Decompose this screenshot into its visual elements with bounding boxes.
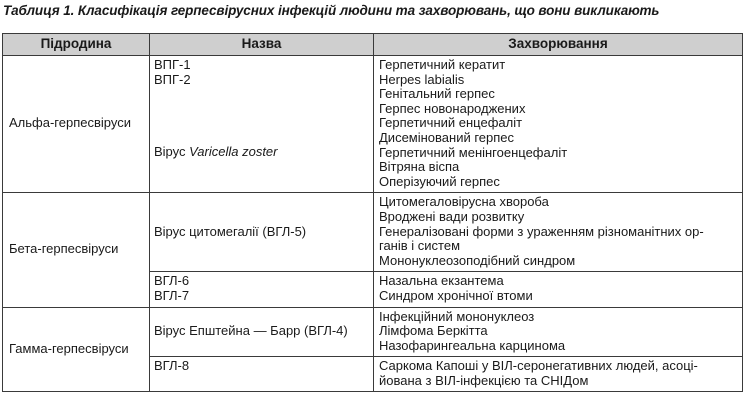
diseases-cell-hhv8 (374, 357, 743, 392)
virus-name-vzv (154, 145, 369, 160)
header-subfamily: Підродина (3, 34, 150, 56)
name-cell-hhv67 (150, 272, 374, 307)
name-cell-hhv8 (150, 357, 374, 392)
subfamily-cell-beta: Бета-герпесвіруси (3, 193, 150, 307)
diseases-cell-hhv67 (374, 272, 743, 307)
spacer (154, 87, 369, 145)
name-cell-ebv (150, 307, 374, 357)
disease-item: ганів і систем (379, 238, 461, 254)
table-row-alpha (3, 56, 743, 193)
vzv-prefix: Вірус (154, 144, 190, 160)
virus-name: Вірус цитомегалії (ВГЛ-5) (154, 223, 307, 239)
header-diseases: Захворювання (374, 34, 743, 56)
disease-item: Дисемінований герпес (379, 129, 515, 145)
disease-item: Herpes labialis (379, 71, 465, 87)
herpesvirus-classification-table (2, 33, 743, 392)
disease-item: Герпетичний кератит (379, 57, 506, 72)
disease-item: Вроджені вади розвитку (379, 208, 525, 224)
disease-item: Герпес новонароджених (379, 100, 526, 116)
disease-item: Герпетичний менінгоенцефаліт (379, 144, 568, 160)
disease-item: Цитомегаловірусна хвороба (379, 194, 549, 210)
disease-item: Інфекційний мононуклеоз (379, 308, 535, 324)
table-row-beta-cmv (3, 193, 743, 272)
subfamily-cell-alpha: Альфа-герпесвіруси (3, 56, 150, 193)
disease-item: Генітальний герпес (379, 86, 495, 102)
disease-item: Мононуклеозоподібний синдром (379, 252, 576, 268)
virus-name: ВГЛ-6 (154, 273, 190, 289)
name-cell-alpha (150, 56, 374, 193)
header-name: Назва (150, 34, 374, 56)
name-cell-cmv (150, 193, 374, 272)
diseases-cell-ebv (374, 307, 743, 357)
table-caption: Таблиця 1. Класифікація герпесвірусних інфекцій людини та захворювань, що вони викликають (3, 3, 660, 18)
disease-item: Оперізуючий герпес (379, 173, 500, 189)
disease-item: Лімфома Беркітта (379, 323, 488, 339)
virus-name: ВПГ-2 (154, 71, 191, 87)
disease-item: Генералізовані форми з ураженням різноманітних ор- (379, 223, 704, 239)
subfamily-cell-gamma: Гамма-герпесвіруси (3, 307, 150, 392)
vzv-species: Varicella zoster (189, 144, 278, 160)
virus-name: ВПГ-1 (154, 57, 191, 72)
diseases-cell-cmv (374, 193, 743, 272)
disease-item: Назофарингеальна карцинома (379, 337, 566, 353)
disease-item: Назальна екзантема (379, 273, 504, 289)
virus-name: Вірус Епштейна — Барр (ВГЛ-4) (154, 323, 348, 339)
disease-item: Вітряна віспа (379, 159, 460, 175)
table-row-gamma-ebv (3, 307, 743, 357)
virus-name: ВГЛ-7 (154, 287, 190, 303)
table-header-row (3, 34, 743, 56)
diseases-cell-alpha (374, 56, 743, 193)
virus-name: ВГЛ-8 (154, 358, 190, 374)
disease-item: йована з ВІЛ-інфекцією та СНІДом (379, 372, 589, 388)
disease-item: Синдром хронічної втоми (379, 287, 533, 303)
disease-item: Саркома Капоші у ВІЛ-серонегативних людей, асоці- (379, 358, 698, 374)
disease-item: Герпетичний енцефаліт (379, 115, 523, 131)
